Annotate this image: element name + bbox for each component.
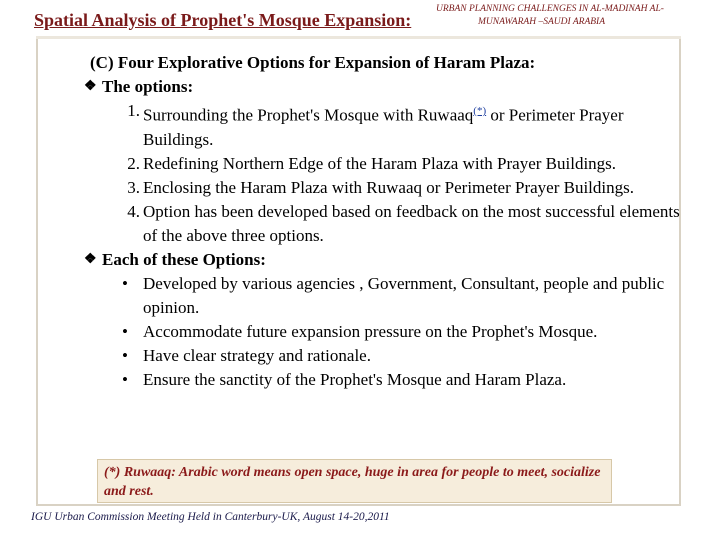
option-item [84, 176, 684, 200]
bullet-text: Ensure the sanctity of the Prophet's Mosque and Haram Plaza. [143, 369, 567, 389]
option-text: Option has been developed based on feedback on the most successful elements of the above three options. [143, 201, 680, 245]
bullet-item [84, 272, 684, 320]
bullet-dot-icon: • [122, 369, 128, 389]
bullet-text: Accommodate future expansion pressure on the Prophet's Mosque. [143, 321, 598, 341]
option-text [143, 99, 684, 152]
slide-body [84, 51, 684, 392]
footnote-reference-link[interactable]: (*) [473, 105, 487, 117]
conference-subtitle [436, 3, 706, 29]
diamond-bullet-icon: ❖ [84, 251, 97, 267]
footnote-box: (*) Ruwaaq: Arabic word means open space, huge in area for people to meet, socialize and rest. [97, 459, 612, 503]
option-item [84, 200, 684, 248]
option-number: 1. [127, 101, 140, 120]
each-label: Each of these Options: [102, 249, 266, 269]
bullet-text: Developed by various agencies , Government, Consultant, people and public opinion. [143, 273, 665, 317]
conference-subtitle-line1: URBAN PLANNING CHALLENGES IN AL-MADINAH AL- [436, 4, 664, 14]
slide-title: Spatial Analysis of Prophet's Mosque Expansion: [34, 10, 412, 30]
bullet-item [84, 344, 684, 368]
option-item [84, 99, 684, 152]
conference-subtitle-line2: MUNAWARAH –SAUDI ARABIA [478, 17, 606, 27]
options-label: The options: [102, 77, 194, 96]
option-number: 4. [127, 201, 140, 221]
option-text: Redefining Northern Edge of the Haram Plaza with Prayer Buildings. [143, 153, 617, 173]
diamond-bullet-icon: ❖ [84, 79, 97, 94]
frame-top-shade [36, 36, 681, 39]
bullet-dot-icon: • [122, 321, 128, 341]
each-label-row [84, 248, 684, 272]
option-text-part-after: or Perimeter Prayer Buildings. [143, 105, 624, 149]
options-label-row [84, 75, 684, 99]
section-heading: (C) Four Explorative Options for Expansion of Haram Plaza: [90, 53, 536, 72]
option-item [84, 152, 684, 176]
bullet-dot-icon: • [122, 273, 128, 293]
footer-text: IGU Urban Commission Meeting Held in Canterbury-UK, August 14-20,2011 [31, 511, 390, 523]
bullet-item [84, 368, 684, 392]
option-number: 3. [127, 177, 140, 197]
bullet-text: Have clear strategy and rationale. [143, 345, 371, 365]
option-number: 2. [127, 153, 140, 173]
option-text-part: Surrounding the Prophet's Mosque with Ruwaaq [143, 105, 474, 125]
bullet-item [84, 320, 684, 344]
bullet-dot-icon: • [122, 345, 128, 365]
option-text: Enclosing the Haram Plaza with Ruwaaq or Perimeter Prayer Buildings. [143, 177, 634, 197]
